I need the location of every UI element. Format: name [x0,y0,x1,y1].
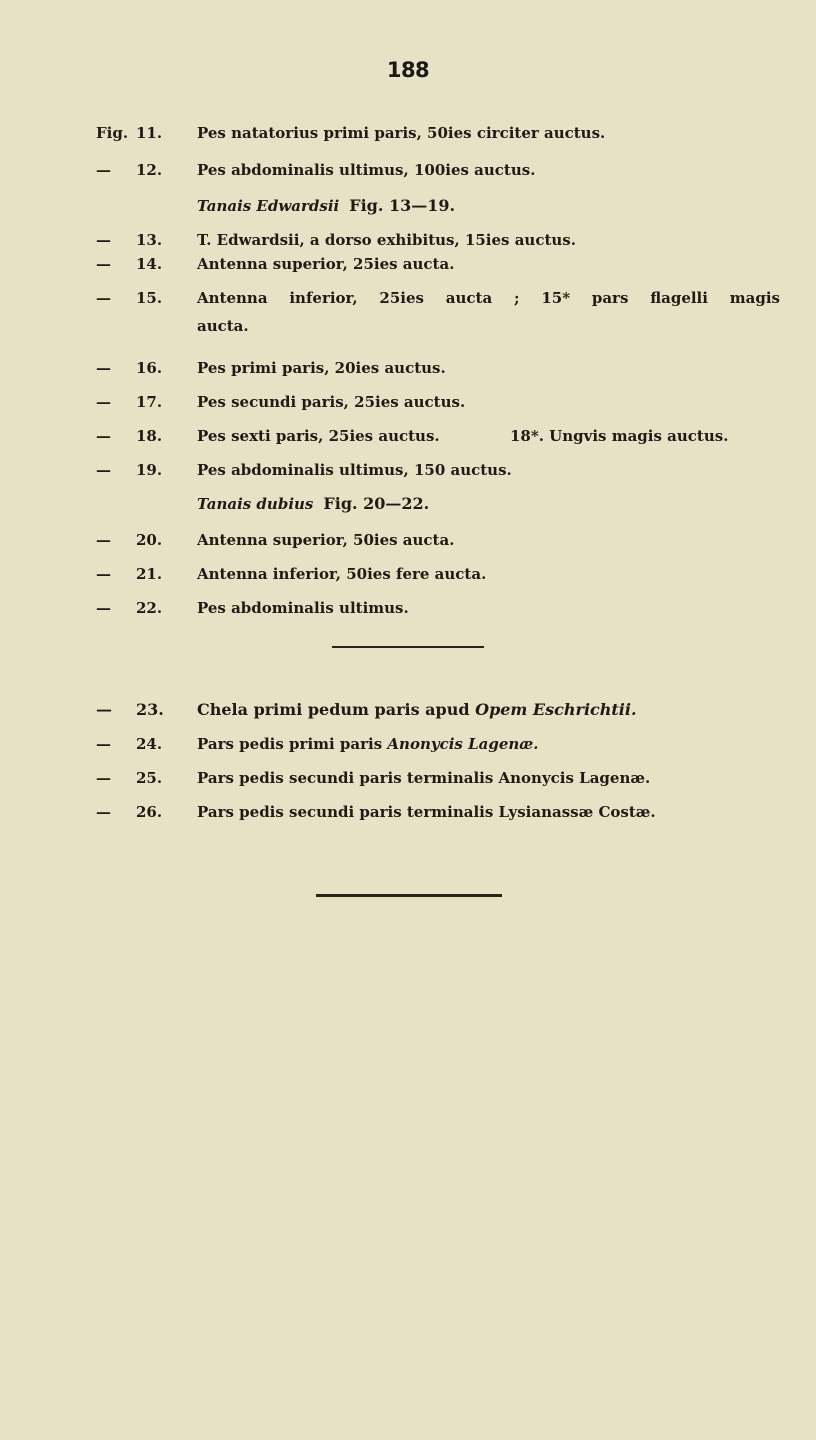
species-heading [197,194,455,218]
figure-caption-25 [0,766,816,790]
figure-caption-11 [0,121,816,145]
fig-number: 11. [136,124,163,142]
fig-prefix: — [96,461,111,479]
fig-prefix: — [96,289,111,307]
species-name: Tanais Edwardsii [197,197,340,215]
species-name: Tanais dubius [197,495,314,513]
fig-number: 26. [136,803,163,821]
fig-number: 17. [136,393,163,411]
species-heading-edwardsii [0,194,816,218]
fig-description [197,732,780,756]
fig-number: 12. [136,161,163,179]
fig-description: Pes secundi paris, 25ies auctus. [197,393,466,411]
fig-prefix: — [96,735,111,753]
fig-prefix: — [96,231,111,249]
fig-description: Pars pedis secundi paris terminalis Anonycis Lagenæ. [197,769,651,787]
figure-caption-13 [0,228,816,252]
fig-prefix: — [96,427,111,445]
fig-number: 23. [136,700,164,719]
fig-number: 18. [136,427,163,445]
fig-description-text: Pars pedis primi paris [197,735,383,753]
figure-caption-16 [0,356,816,380]
fig-description: Pars pedis secundi paris terminalis Lysianassæ Costæ. [197,803,656,821]
fig-prefix: Fig. [96,124,129,142]
fig-subcaption-18-star: 18*. Ungvis magis auctus. [510,427,729,445]
fig-number: 16. [136,359,163,377]
fig-species-name: Anonycis Lagenæ. [387,735,539,753]
fig-description: Pes abdominalis ultimus, 100ies auctus. [197,161,536,179]
fig-number: 13. [136,231,163,249]
figure-caption-17 [0,390,816,414]
fig-description: Antenna inferior, 50ies fere aucta. [197,565,487,583]
figure-caption-21 [0,562,816,586]
species-heading [197,492,429,516]
fig-number: 19. [136,461,163,479]
fig-description: T. Edwardsii, a dorso exhibitus, 15ies auctus. [197,231,576,249]
figure-caption-22 [0,596,816,620]
fig-description: Antenna superior, 50ies aucta. [197,531,455,549]
fig-description [197,698,780,722]
fig-description: Pes sexti paris, 25ies auctus. [197,427,440,445]
fig-description-continuation: aucta. [197,317,249,335]
fig-description: Antenna inferior, 25ies aucta ; 15* pars flagelli magis [197,289,780,307]
fig-description: Pes primi paris, 20ies auctus. [197,359,446,377]
fig-number: 21. [136,565,163,583]
fig-number: 24. [136,735,163,753]
species-heading-dubius [0,492,816,516]
figure-caption-18 [0,424,816,448]
figure-caption-14 [0,252,816,276]
fig-prefix: — [96,565,111,583]
figure-caption-23 [0,698,816,722]
fig-prefix: — [96,531,111,549]
figure-caption-15 [0,286,816,310]
fig-description: Antenna superior, 25ies aucta. [197,255,455,273]
fig-prefix: — [96,255,111,273]
fig-species-name: Opem Eschrichtii. [475,700,637,719]
fig-description: Pes abdominalis ultimus, 150 auctus. [197,461,512,479]
fig-number: 15. [136,289,163,307]
species-figure-range: Fig. 13—19. [349,196,456,215]
page-end-rule [316,894,502,897]
fig-description: Pes abdominalis ultimus. [197,599,409,617]
fig-prefix: — [96,700,112,719]
fig-number: 25. [136,769,163,787]
fig-number: 22. [136,599,163,617]
fig-prefix: — [96,359,111,377]
fig-prefix: — [96,803,111,821]
fig-prefix: — [96,161,111,179]
fig-prefix: — [96,393,111,411]
figure-caption-12 [0,158,816,182]
figure-caption-26 [0,800,816,824]
figure-caption-24 [0,732,816,756]
figure-caption-20 [0,528,816,552]
section-divider [332,646,484,648]
fig-number: 20. [136,531,163,549]
fig-number: 14. [136,255,163,273]
fig-description-text: Chela primi pedum paris apud [197,700,470,719]
fig-prefix: — [96,769,111,787]
figure-caption-19 [0,458,816,482]
page-number: 188 [386,58,430,82]
figure-caption-15-continuation [0,314,816,338]
fig-prefix: — [96,599,111,617]
species-figure-range: Fig. 20—22. [323,494,430,513]
fig-description: Pes natatorius primi paris, 50ies circiter auctus. [197,124,606,142]
